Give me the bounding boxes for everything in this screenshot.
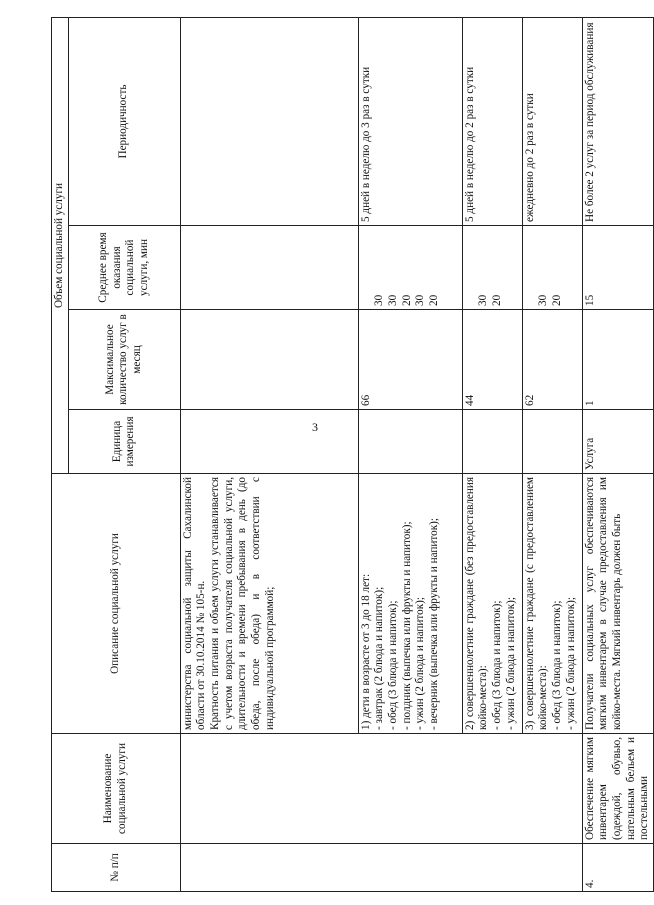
cell-period: 5 дней в неделю до 2 раз в сутки	[462, 17, 522, 225]
cell-num	[180, 844, 582, 892]
cell-period: Не более 2 услуг за период обслуживания	[582, 17, 653, 225]
desc-line: министерства социальной защиты Сахалинской области от 30.10.2014 № 105-н.	[181, 477, 208, 730]
cell-unit	[522, 410, 582, 474]
desc-line: - обед (3 блюда и напиток);	[550, 600, 563, 730]
cell-desc-children	[358, 474, 462, 734]
cell-max: 66	[358, 310, 462, 410]
cell-num: 4.	[582, 844, 653, 892]
desc-line: - обед (3 блюда и напиток);	[386, 600, 399, 730]
cell-name: Обеспечение мягким инвентарем (одеждой, обувью, нательным бельем и постельными	[582, 734, 653, 844]
desc-line: 1) дети в возрасте от 3 до 18 лет:	[359, 573, 372, 730]
desc-line: - обед (3 блюда и напиток);	[490, 600, 503, 730]
rotated-sheet	[51, 18, 651, 892]
cell-time: 30 20	[462, 226, 522, 310]
header-unit: Единица измерения	[68, 410, 180, 474]
desc-line: - ужин (2 блюда и напиток);	[414, 597, 427, 730]
desc-line: - завтрак (2 блюда и напиток);	[373, 586, 386, 730]
header-name: Наименование социальной услуги	[52, 734, 181, 844]
desc-line: 3) совершеннолетние граждане (с предоставлением койко-места):	[523, 477, 550, 730]
header-desc: Описание социальной услуги	[52, 474, 181, 734]
cell-max: 1	[582, 310, 653, 410]
social-services-table	[51, 17, 654, 892]
header-time: Среднее время оказания социальной услуги, мин	[68, 226, 180, 310]
table-row	[180, 17, 358, 891]
table-row	[582, 17, 653, 891]
header-max: Максимальное количество услуг в месяц	[68, 310, 180, 410]
cell-name	[180, 734, 582, 844]
cell-time: 30 30 20 30 20	[358, 226, 462, 310]
cell-unit	[462, 410, 522, 474]
cell-period: ежедневно до 2 раз в сутки	[522, 17, 582, 225]
cell-unit	[358, 410, 462, 474]
desc-line: - полдник (выпечка или фрукты и напиток);	[400, 521, 413, 730]
cell-time: 30 20	[522, 226, 582, 310]
header-num: № п/п	[52, 844, 181, 892]
cell-desc-intro	[180, 474, 358, 734]
cell-unit: Услуга	[582, 410, 653, 474]
cell-desc-soft-inventory: Получатели социальных услуг обеспечиваются мягким инвентарем в случае предоставления им койко-места. Мягкий инвентарь должен быть	[582, 474, 653, 734]
cell-period	[180, 17, 358, 225]
cell-time	[180, 226, 358, 310]
cell-desc-adults-bed	[522, 474, 582, 734]
cell-time: 15	[582, 226, 653, 310]
cell-max	[180, 310, 358, 410]
desc-line: - ужин (2 блюда и напиток);	[504, 597, 517, 730]
page-number: 3	[312, 420, 318, 434]
header-volume: Объем социальной услуги	[52, 17, 69, 473]
cell-unit	[180, 410, 358, 474]
desc-line: - ужин (2 блюда и напиток);	[564, 597, 577, 730]
cell-period: 5 дней в неделю до 3 раз в сутки	[358, 17, 462, 225]
desc-line: - вечерник (выпечка или фрукты и напиток);	[427, 518, 440, 730]
desc-line: 2) совершеннолетние граждане (без предоставления койко-места):	[463, 477, 490, 730]
cell-max: 62	[522, 310, 582, 410]
cell-desc-adults-no-bed	[462, 474, 522, 734]
cell-max: 44	[462, 310, 522, 410]
desc-line: Кратность питания и объем услуги устанавливается с учетом возраста получателя социальной услуги, длительности и времени пребывания в день (до обеда, после обеда) и в соответствии с индивидуальной программой;	[208, 477, 276, 730]
header-period: Периодичность	[68, 17, 180, 225]
